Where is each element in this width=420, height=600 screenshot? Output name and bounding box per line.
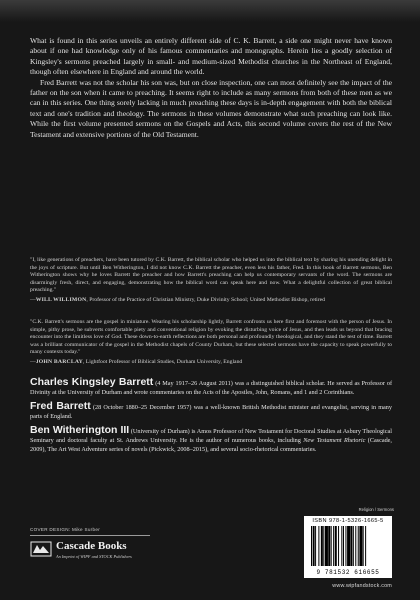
barcode-bar [321, 526, 323, 566]
barcode-icon [310, 526, 386, 568]
barcode-bar [325, 526, 328, 566]
barcode-bar [311, 526, 312, 566]
publisher-tagline: An Imprint of WIPF and STOCK Publishers [56, 554, 132, 559]
isbn-barcode-box [304, 516, 392, 578]
barcode-bar [313, 526, 315, 566]
endorser-affiliation: , Professor of the Practice of Christian Ministry, Duke Divinity School; United Methodist Bishop, retired [86, 296, 326, 303]
publisher-url: www.wipfandstock.com [332, 583, 392, 589]
barcode-bar [331, 526, 332, 566]
barcode-bar [323, 526, 324, 566]
barcode-bar [338, 526, 339, 566]
blurb-intro [30, 36, 392, 140]
barcode-bar [363, 526, 364, 566]
barcode-bar [315, 526, 316, 566]
barcode-bar [333, 526, 334, 566]
blurb-paragraph-2: Fred Barrett was not the scholar his son was, but on close inspection, one can most definitely see the impact of the father on the son when it came to preaching. It seems right to include as many sermons from both of these men as we can in this series. One thing sorely lacking in much preaching these days is in-depth engagement with both the biblical text and one's tradition and theology. The sermons in these volumes demonstrate what such preaching can look like. While the first volume presented sermons on the Gospels and Acts, this second volume covers the rest of the New Testament and extensive portions of the Old Testament. [30, 77, 392, 139]
endorsement-barclay [30, 319, 392, 367]
blurb-paragraph-1: What is found in this series unveils an entirely different side of C. K. Barrett, a side one might never have known about if one had knowledge only of his famous commentaries and monographs. Herein lies a goodly selection of Kingsley's sermons preached largely in small- and medium-sized Methodist churches in the Northeast of England, though often elsewhere in England and around the world. [30, 36, 392, 77]
barcode-bar [345, 526, 346, 566]
endorsement-willimon [30, 257, 392, 305]
bio-witherington [30, 426, 392, 454]
barcode-bar [341, 526, 342, 566]
bio-name: Ben Witherington III [30, 424, 130, 437]
bio-text-end: (Cascade, 2009), The Art West Adventure series of novels (Pickwick, 2008–2015), and several socio-rhetorical commentaries. [30, 436, 392, 453]
cascade-waterfall-icon [30, 541, 52, 557]
category-label: Religion / Sermons [358, 507, 394, 512]
endorser-name: WILL WILLIMON [35, 296, 87, 303]
endorsement-attribution: —WILL WILLIMON, Professor of the Practice of Christian Ministry, Duke Divinity School; United Methodist Bishop, retired [30, 296, 326, 303]
isbn-label: ISBN 978-1-5326-1665-5 [312, 518, 384, 524]
bio-book-title: New Testament Rhetoric [303, 436, 366, 444]
barcode-bar [353, 526, 354, 566]
bio-ck-barrett [30, 378, 392, 397]
publisher-logo [30, 535, 150, 568]
barcode-bar [350, 526, 352, 566]
barcode-bar [365, 526, 366, 566]
barcode-bar [343, 526, 344, 566]
author-bios [30, 378, 392, 459]
endorser-name: JOHN BARCLAY [35, 358, 83, 365]
bio-text: (28 October 1880–25 December 1957) was a well-known British Methodist minister and evangelist, serving in many parts of England. [30, 404, 392, 420]
barcode-bar [359, 526, 362, 566]
bio-name: Fred Barrett [30, 400, 91, 413]
bio-name: Charles Kingsley Barrett [30, 376, 154, 388]
barcode-bar [347, 526, 350, 566]
barcode-bar [318, 526, 319, 566]
publisher-name: Cascade Books [56, 540, 127, 552]
barcode-bar [355, 526, 356, 566]
endorsement-quote: "I, like generations of preachers, have been tutored by C.K. Barrett, the biblical scholar who helped us into the biblical text by sharing his unending delight in the joys of scripture. But until Ben Witherington, I did not know C.K. Barrett the preacher, even less his father, Fred. In this book of Barrett sermons, Ben Witherington shows why he loves Barrett the preacher and how Barrett's preaching can help us contemporary servants of the word. The sermons are disarmingly fresh, direct, and engaging, demonstrating how the biblical word can speak here and now. What a delightful collection of great biblical preaching." [30, 257, 392, 294]
barcode-bar [328, 526, 330, 566]
barcode-bar [335, 526, 337, 566]
endorser-affiliation: , Lightfoot Professor of Biblical Studies, Durham University, England [82, 358, 243, 365]
barcode-bar [358, 526, 359, 566]
cover-design-credit: COVER DESIGN: Mike Surber [30, 527, 101, 532]
endorsement-quote: "C.K. Barrett's sermons are the gospel in miniature. Wearing his scholarship lightly, Barrett confronts us here first and foremost with the person of Jesus. In simple, pithy prose, he subverts comfortable piety and conventional religion by evoking the disturbing voice of Jesus, and then leads us beyond that bracing encounter into the limitless love of God. These down-to-earth reflections are both personal and profoundly theological, and they stand the test of time. Barrett was a brilliant communicator of the gospel in the Methodist chapels of County Durham, but these selected sermons have the capacity to speak powerfully to many contexts today." [30, 319, 392, 356]
bio-fred-barrett [30, 402, 392, 421]
bio-text: (University of Durham) is Amos Professor of New Testament for Doctoral Studies at Asbury Theological Seminary and doctoral faculty at St. Andrews University. He is the author of numerous books, including [30, 428, 392, 444]
bio-text: (4 May 1917–26 August 2011) was a distinguished biblical scholar. He served as Professor of Divinity at the University of Durham and wrote commentaries on the Acts of the Apostles, John, Romans, and 1 and 2 Corinthians. [30, 380, 393, 396]
endorsement-attribution: —JOHN BARCLAY, Lightfoot Professor of Biblical Studies, Durham University, England [30, 358, 243, 365]
isbn-digits: 9 781532 616655 [316, 569, 380, 576]
top-shadow-band [0, 0, 420, 22]
